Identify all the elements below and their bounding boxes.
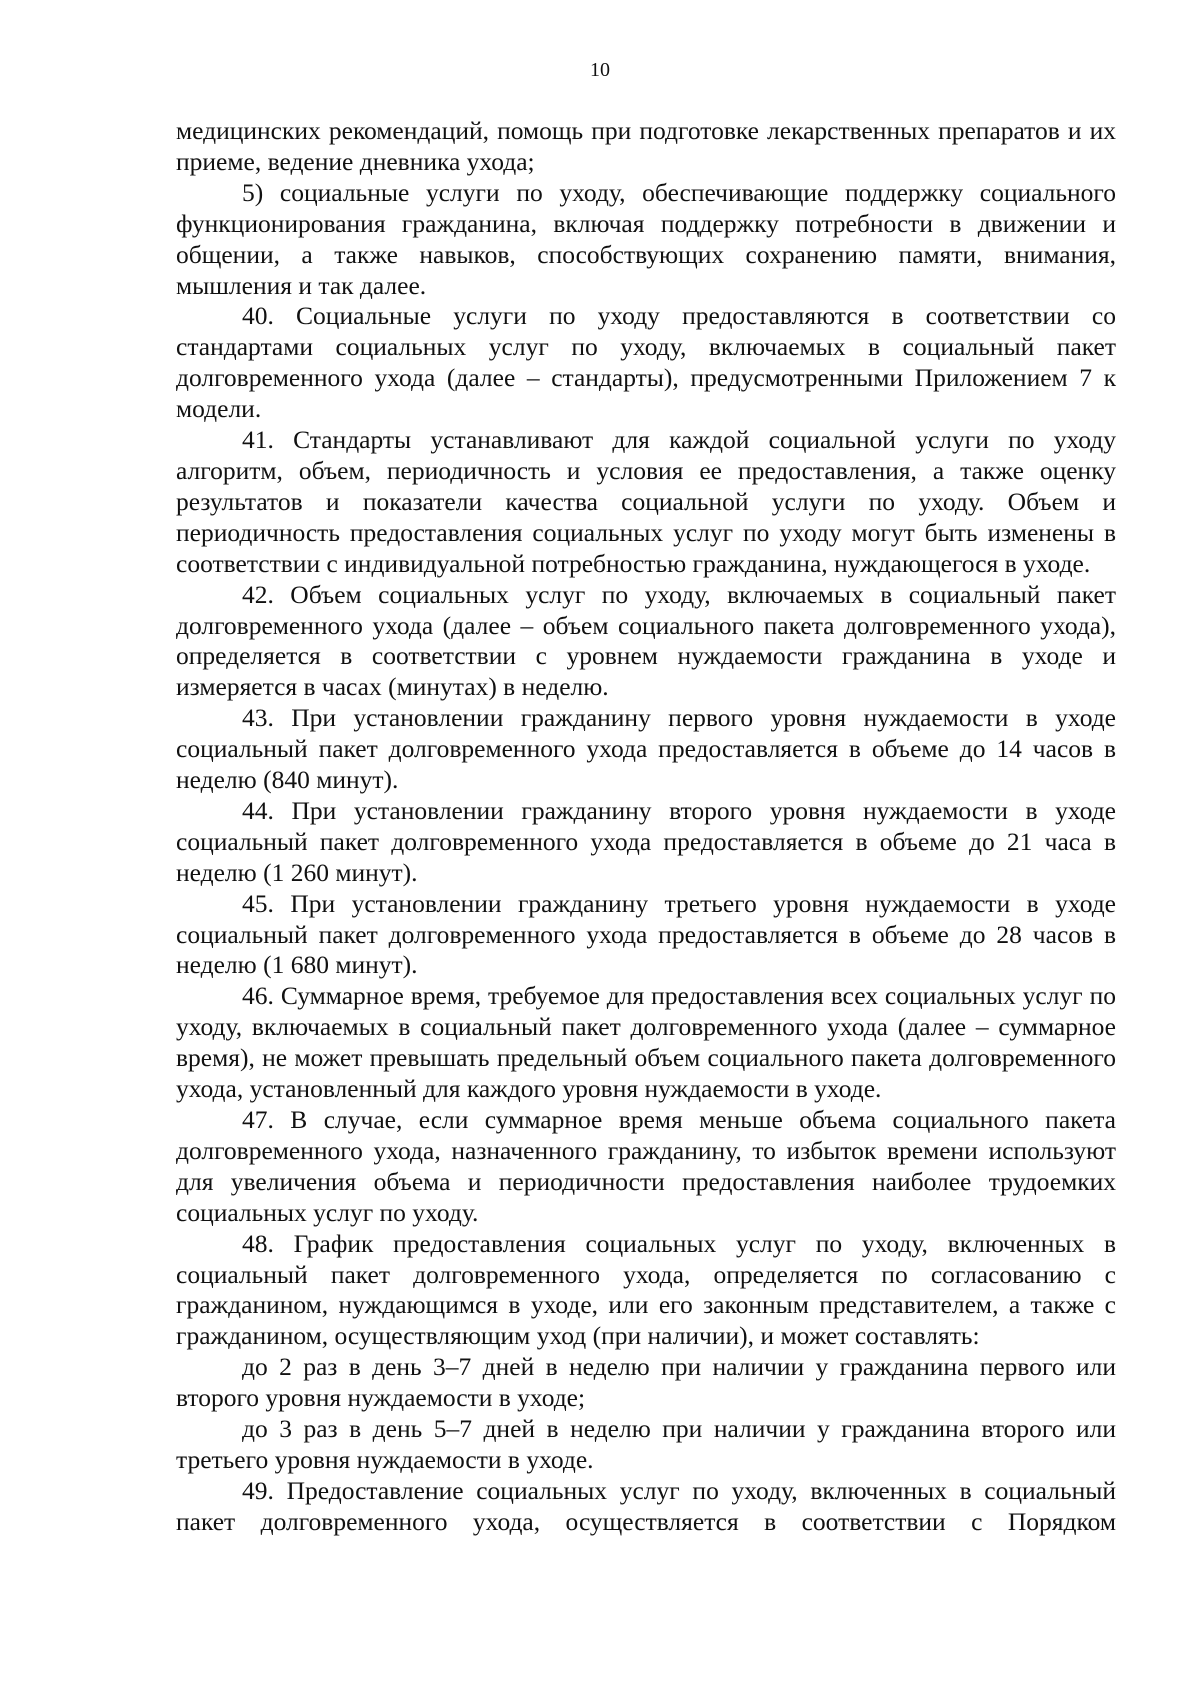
paragraph-40: 40. Социальные услуги по уходу предоставляются в соответствии со стандартами социальных услуг по уходу, включаемых в социальный пакет долговременного ухода (далее – стандарты), предусмотренными Приложением 7 к модели. xyxy=(176,301,1116,424)
paragraph-48-option-2: до 3 раз в день 5–7 дней в неделю при наличии у гражданина второго или третьего уровня нуждаемости в уходе. xyxy=(176,1414,1116,1474)
page-number: 10 xyxy=(590,59,610,81)
paragraph-46: 46. Суммарное время, требуемое для предоставления всех социальных услуг по уходу, включаемых в социальный пакет долговременного ухода (далее – суммарное время), не может превышать предельный объем социального пакета долговременного ухода, установленный для каждого уровня нуждаемости в уходе. xyxy=(176,981,1116,1104)
paragraph-48-option-1: до 2 раз в день 3–7 дней в неделю при наличии у гражданина первого или второго уровня нуждаемости в уходе; xyxy=(176,1352,1116,1413)
paragraph-item-5: 5) социальные услуги по уходу, обеспечивающие поддержку социального функционирования гражданина, включая поддержку потребности в движении и общении, а также навыков, способствующих сохранению памяти, внимания, мышления и так далее. xyxy=(176,177,1116,300)
document-body xyxy=(176,116,1116,1538)
paragraph-49: 49. Предоставление социальных услуг по уходу, включенных в социальный пакет долговременного ухода, осуществляется в соответствии с Порядком xyxy=(176,1475,1116,1536)
paragraph-48: 48. График предоставления социальных услуг по уходу, включенных в социальный пакет долговременного ухода, определяется по согласованию с гражданином, нуждающимся в уходе, или его законным представителем, а также с гражданином, осуществляющим уход (при наличии), и может составлять: xyxy=(176,1228,1116,1351)
paragraph-47: 47. В случае, если суммарное время меньше объема социального пакета долговременного ухода, назначенного гражданину, то избыток времени используют для увеличения объема и периодичности предоставления наиболее трудоемких социальных услуг по уходу. xyxy=(176,1105,1116,1227)
paragraph-41: 41. Стандарты устанавливают для каждой социальной услуги по уходу алгоритм, объем, периодичность и условия ее предоставления, а также оценку результатов и показатели качества социальной услуги по уходу. Объем и периодичность предоставления социальных услуг по уходу могут быть изменены в соответствии с индивидуальной потребностью гражданина, нуждающегося в уходе. xyxy=(176,425,1116,578)
paragraph-continuation: медицинских рекомендаций, помощь при подготовке лекарственных препаратов и их приеме, ведение дневника ухода; xyxy=(176,116,1116,176)
paragraph-42: 42. Объем социальных услуг по уходу, включаемых в социальный пакет долговременного ухода (далее – объем социального пакета долговременного ухода), определяется в соответствии с уровнем нуждаемости гражданина в уходе и измеряется в часах (минутах) в неделю. xyxy=(176,579,1116,702)
paragraph-45: 45. При установлении гражданину третьего уровня нуждаемости в уходе социальный пакет долговременного ухода предоставляется в объеме до 28 часов в неделю (1 680 минут). xyxy=(176,888,1116,980)
paragraph-44: 44. При установлении гражданину второго уровня нуждаемости в уходе социальный пакет долговременного ухода предоставляется в объеме до 21 часа в неделю (1 260 минут). xyxy=(176,795,1116,887)
paragraph-43: 43. При установлении гражданину первого уровня нуждаемости в уходе социальный пакет долговременного ухода предоставляется в объеме до 14 часов в неделю (840 минут). xyxy=(176,703,1116,795)
